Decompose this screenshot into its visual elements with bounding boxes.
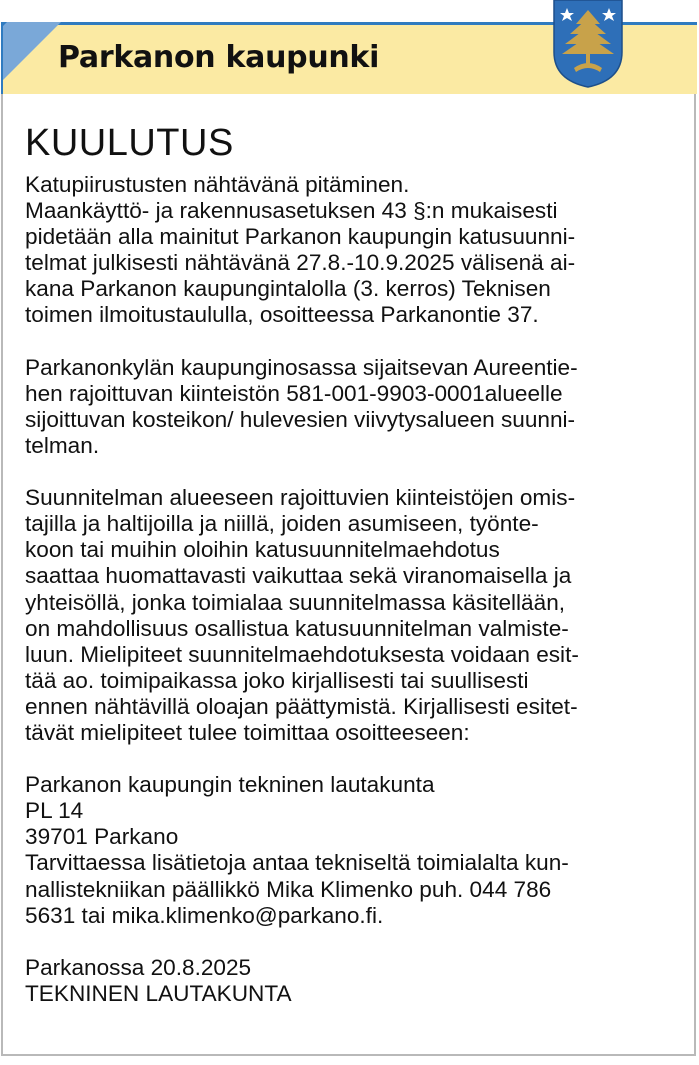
text-line: Tarvittaessa lisätietoja antaa tekniseltä toimialalta kun-: [25, 850, 569, 876]
text-line: toimen ilmoitustaululla, osoitteessa Parkanontie 37.: [25, 302, 539, 328]
text-line: tajilla ja haltijoilla ja niillä, joiden asumiseen, työnte-: [25, 511, 539, 537]
contact-email-line: 5631 tai mika.klimenko@parkano.fi.: [25, 902, 384, 928]
text-line: hen rajoittuvan kiinteistön 581-001-9903-0001alueelle: [25, 380, 563, 406]
date-line: Parkanossa 20.8.2025: [25, 954, 252, 980]
plan-description-paragraph: [25, 355, 675, 459]
notice-heading: KUULUTUS: [25, 122, 234, 164]
signature-block: [25, 955, 675, 1007]
participation-paragraph: [25, 485, 675, 746]
intro-paragraph: [25, 172, 675, 329]
text-line: Maankäyttö- ja rakennusasetuksen 43 §:n mukaisesti: [25, 198, 558, 224]
text-line: sijoittuvan kosteikon/ hulevesien viivytysalueen suunni-: [25, 406, 576, 432]
text-line: on mahdollisuus osallistua katusuunnitelman valmiste-: [25, 615, 569, 641]
text-line: ennen nähtävillä oloajan päättymistä. Kirjallisesti esitet-: [25, 693, 578, 719]
text-line: yhteisöllä, jonka toimialaa suunnitelmassa käsitellään,: [25, 589, 566, 615]
notice-body: [25, 120, 675, 1007]
text-line: 39701 Parkano: [25, 824, 179, 850]
text-line: tää ao. toimipaikassa joko kirjallisesti tai suullisesti: [25, 667, 529, 693]
text-line: Katupiirustusten nähtävänä pitäminen.: [25, 172, 410, 197]
text-line: PL 14: [25, 798, 84, 824]
header-corner-accent: [1, 22, 61, 94]
text-line: telmat julkisesti nähtävänä 27.8.-10.9.2025 välisenä ai-: [25, 250, 576, 276]
text-line: Parkanonkylän kaupunginosassa sijaitsevan Aureentie-: [25, 354, 578, 380]
text-line: saattaa huomattavasti vaikuttaa sekä viranomaisella ja: [25, 563, 572, 589]
text-line: Suunnitelman alueeseen rajoittuvien kiinteistöjen omis-: [25, 485, 576, 511]
text-line: luun. Mielipiteet suunnitelmaehdotuksesta voidaan esit-: [25, 641, 579, 667]
address-block: [25, 772, 675, 929]
text-line: tävät mielipiteet tulee toimittaa osoitteeseen:: [25, 719, 470, 745]
signatory-line: TEKNINEN LAUTAKUNTA: [25, 980, 292, 1006]
text-line: kana Parkanon kaupungintalolla (3. kerros) Teknisen: [25, 276, 551, 302]
text-line: nallistekniikan päällikkö Mika Klimenko puh. 044 786: [25, 876, 552, 902]
text-line: pidetään alla mainitut Parkanon kaupungin katusuunni-: [25, 224, 576, 250]
city-name: Parkanon kaupunki: [58, 40, 380, 75]
text-line: Parkanon kaupungin tekninen lautakunta: [25, 772, 435, 798]
parkano-coat-of-arms-icon: [552, 0, 624, 88]
text-line: telman.: [25, 432, 100, 458]
text-line: koon tai muihin oloihin katusuunnitelmaehdotus: [25, 537, 500, 563]
